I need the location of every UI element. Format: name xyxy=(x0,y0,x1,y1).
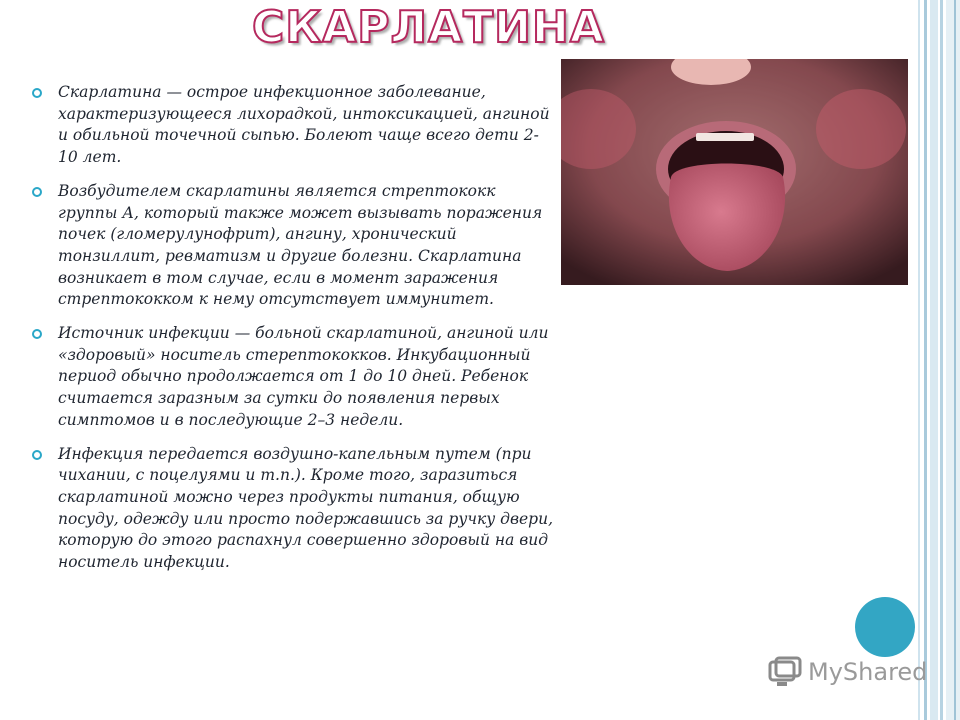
bullet-marker-icon xyxy=(32,450,42,460)
decor-stripe xyxy=(940,0,943,720)
decor-stripe xyxy=(918,0,920,720)
watermark-text: MyShared xyxy=(808,658,928,686)
bullet-text: Возбудителем скарлатины является стрептококк группы А, который также может вызывать поражения почек (гломерулунофрит), ангину, хронический тонзиллит, ревматизм и другие болезни. Скарлатина возникает в том случае, если в момент заражения стрептококком к нему отсутствует иммунитет. xyxy=(58,181,543,309)
bullet-list xyxy=(30,82,558,586)
decor-stripe xyxy=(954,0,956,720)
decor-stripe xyxy=(946,0,960,720)
decor-stripe xyxy=(924,0,927,720)
bullet-item xyxy=(30,181,558,311)
decor-circle xyxy=(855,597,915,657)
watermark-logo-icon xyxy=(768,656,802,688)
bullet-marker-icon xyxy=(32,187,42,197)
bullet-marker-icon xyxy=(32,88,42,98)
bullet-marker-icon xyxy=(32,329,42,339)
bullet-text: Скарлатина — острое инфекционное заболевание, характеризующееся лихорадкой, интоксикацией, ангиной и обильной точечной сыпью. Болеют чаще всего дети 2-10 лет. xyxy=(58,83,550,167)
bullet-item xyxy=(30,444,558,574)
tongue-photo xyxy=(561,59,908,285)
bullet-item xyxy=(30,323,558,432)
slide-title: СКАРЛАТИНА xyxy=(252,2,605,53)
bullet-item xyxy=(30,82,558,169)
watermark xyxy=(768,655,927,689)
bullet-text: Инфекция передается воздушно-капельным путем (при чихании, с поцелуями и т.п.). Кроме того, заразиться скарлатиной можно через продукты питания, общую посуду, одежду или просто подержавшись за ручку двери, которую до этого распахнул совершенно здоровый на вид носитель инфекции. xyxy=(58,444,554,572)
decor-stripe xyxy=(930,0,938,720)
bullet-text: Источник инфекции — больной скарлатиной, ангиной или «здоровый» носитель стерептококков. Инкубационный период обычно продолжается от 1 до 10 дней. Ребенок считается заразным за сутки до появления первых симптомов и в последующие 2–3 недели. xyxy=(58,324,549,429)
